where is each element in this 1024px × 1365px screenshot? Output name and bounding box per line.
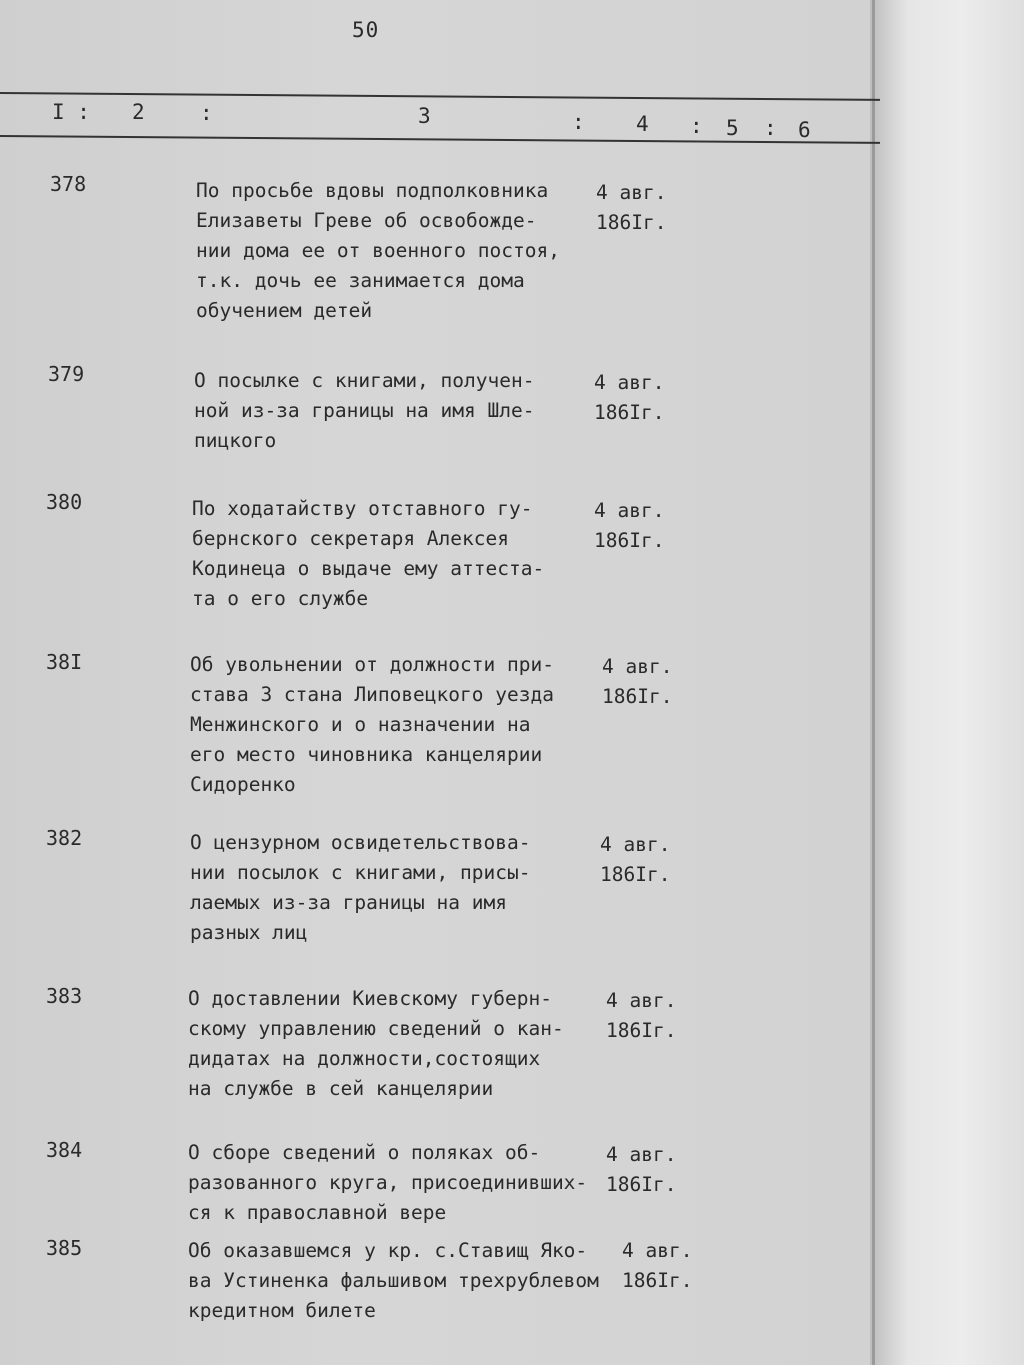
entry-number: 38I: [46, 650, 83, 674]
column-separator: :: [764, 116, 777, 140]
entry-date: 4 авг. 186Iг.: [594, 371, 665, 424]
entry-number: 385: [46, 1236, 83, 1260]
entry-number: 380: [46, 490, 83, 514]
entry-description: Об увольнении от должности при- става 3 стана Липовецкого уезда Менжинского и о назначении на его место чиновника канцелярии Сидоренко: [190, 653, 554, 796]
column-header-5: 5: [726, 116, 739, 140]
entry-date: 4 авг. 186Iг.: [600, 833, 671, 886]
column-separator: :: [200, 101, 213, 125]
column-header-4: 4: [636, 112, 649, 136]
entry-description: О цензурном освидетельствова- нии посылок с книгами, присы- лаемых из-за границы на имя разных лиц: [190, 831, 531, 944]
column-header-2: 2: [132, 100, 145, 124]
entry-description: О доставлении Киевскому губерн- скому управлению сведений о кан- дидатах на должности,состоящих на службе в сей канцелярии: [188, 987, 564, 1100]
entry-date: 4 авг. 186Iг.: [602, 655, 673, 708]
column-header-1: I :: [52, 100, 90, 124]
entry-number: 383: [46, 984, 83, 1008]
entry-number: 379: [48, 362, 85, 386]
entry-number: 382: [46, 826, 83, 850]
entry-description: Об оказавшемся у кр. с.Ставищ Яко- ва Устиненка фальшивом трехрублевом кредитном билете: [188, 1239, 599, 1322]
entry-description: О посылке с книгами, получен- ной из-за границы на имя Шле- пицкого: [194, 369, 535, 452]
entry-date: 4 авг. 186Iг.: [594, 499, 665, 552]
page-fold-shadow: [870, 0, 1024, 1365]
entry-date: 4 авг. 186Iг.: [622, 1239, 693, 1292]
entry-description: О сборе сведений о поляках об- разованного круга, присоединивших- ся к православной вере: [188, 1141, 588, 1224]
page-fold-line: [872, 0, 875, 1365]
entry-number: 384: [46, 1138, 83, 1162]
entry-description: По просьбе вдовы подполковника Елизаветы Греве об освобожде- нии дома ее от военного постоя, т.к. дочь ее занимается дома обучением детей: [196, 179, 560, 322]
column-separator: :: [690, 114, 703, 138]
entry-number: 378: [50, 172, 87, 196]
column-separator: :: [572, 110, 585, 134]
entry-date: 4 авг. 186Iг.: [606, 1143, 677, 1196]
column-header-3: 3: [418, 104, 431, 128]
column-header-6: 6: [798, 118, 811, 142]
entry-description: По ходатайству отставного гу- бернского секретаря Алексея Кодинеца о выдаче ему аттеста- та о его службе: [192, 497, 545, 610]
entry-date: 4 авг. 186Iг.: [606, 989, 677, 1042]
page-number: 50: [352, 18, 380, 42]
entry-date: 4 авг. 186Iг.: [596, 181, 667, 234]
